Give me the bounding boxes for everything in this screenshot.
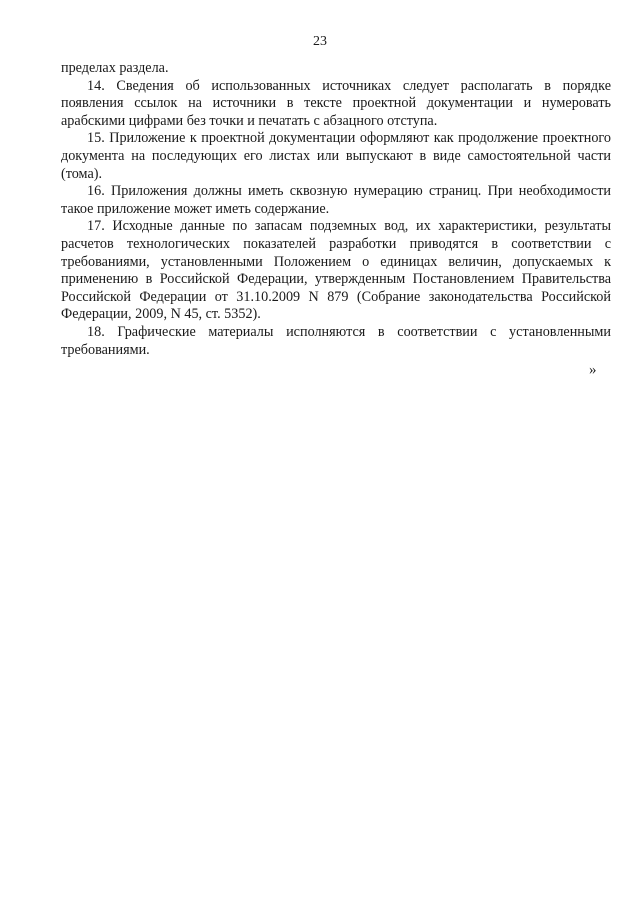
page-number: 23 <box>313 34 327 49</box>
paragraph-16: 16. Приложения должны иметь сквозную нумерацию страниц. При необходимости такое приложение может иметь содержание. <box>61 183 611 217</box>
paragraph-14: 14. Сведения об использованных источниках следует располагать в порядке появления ссылок на источники в тексте проектной документации и нумеровать арабскими цифрами без точки и печатать с абзацного отступа. <box>61 77 611 129</box>
paragraph-18: 18. Графические материалы исполняются в соответствии с установленными требованиями. <box>61 323 611 358</box>
document-body <box>61 60 611 359</box>
paragraph-17: 17. Исходные данные по запасам подземных вод, их характеристики, результаты расчетов технологических показателей разработки приводятся в соответствии с требованиями, установленными Положением о единицах величин, допускаемых к применению в Российской Федерации, утвержденным Постановлением Правительства Российской Федерации от 31.10.2009 N 879 (Собрание законодательства Российской Федерации, 2009, N 45, ст. 5352). <box>61 218 611 323</box>
paragraph-continuation: пределах раздела. <box>61 60 169 76</box>
closing-quotation-mark: » <box>589 362 597 378</box>
paragraph-15: 15. Приложение к проектной документации оформляют как продолжение проектного документа на последующих его листах или выпускают в виде самостоятельной части (тома). <box>61 130 611 182</box>
